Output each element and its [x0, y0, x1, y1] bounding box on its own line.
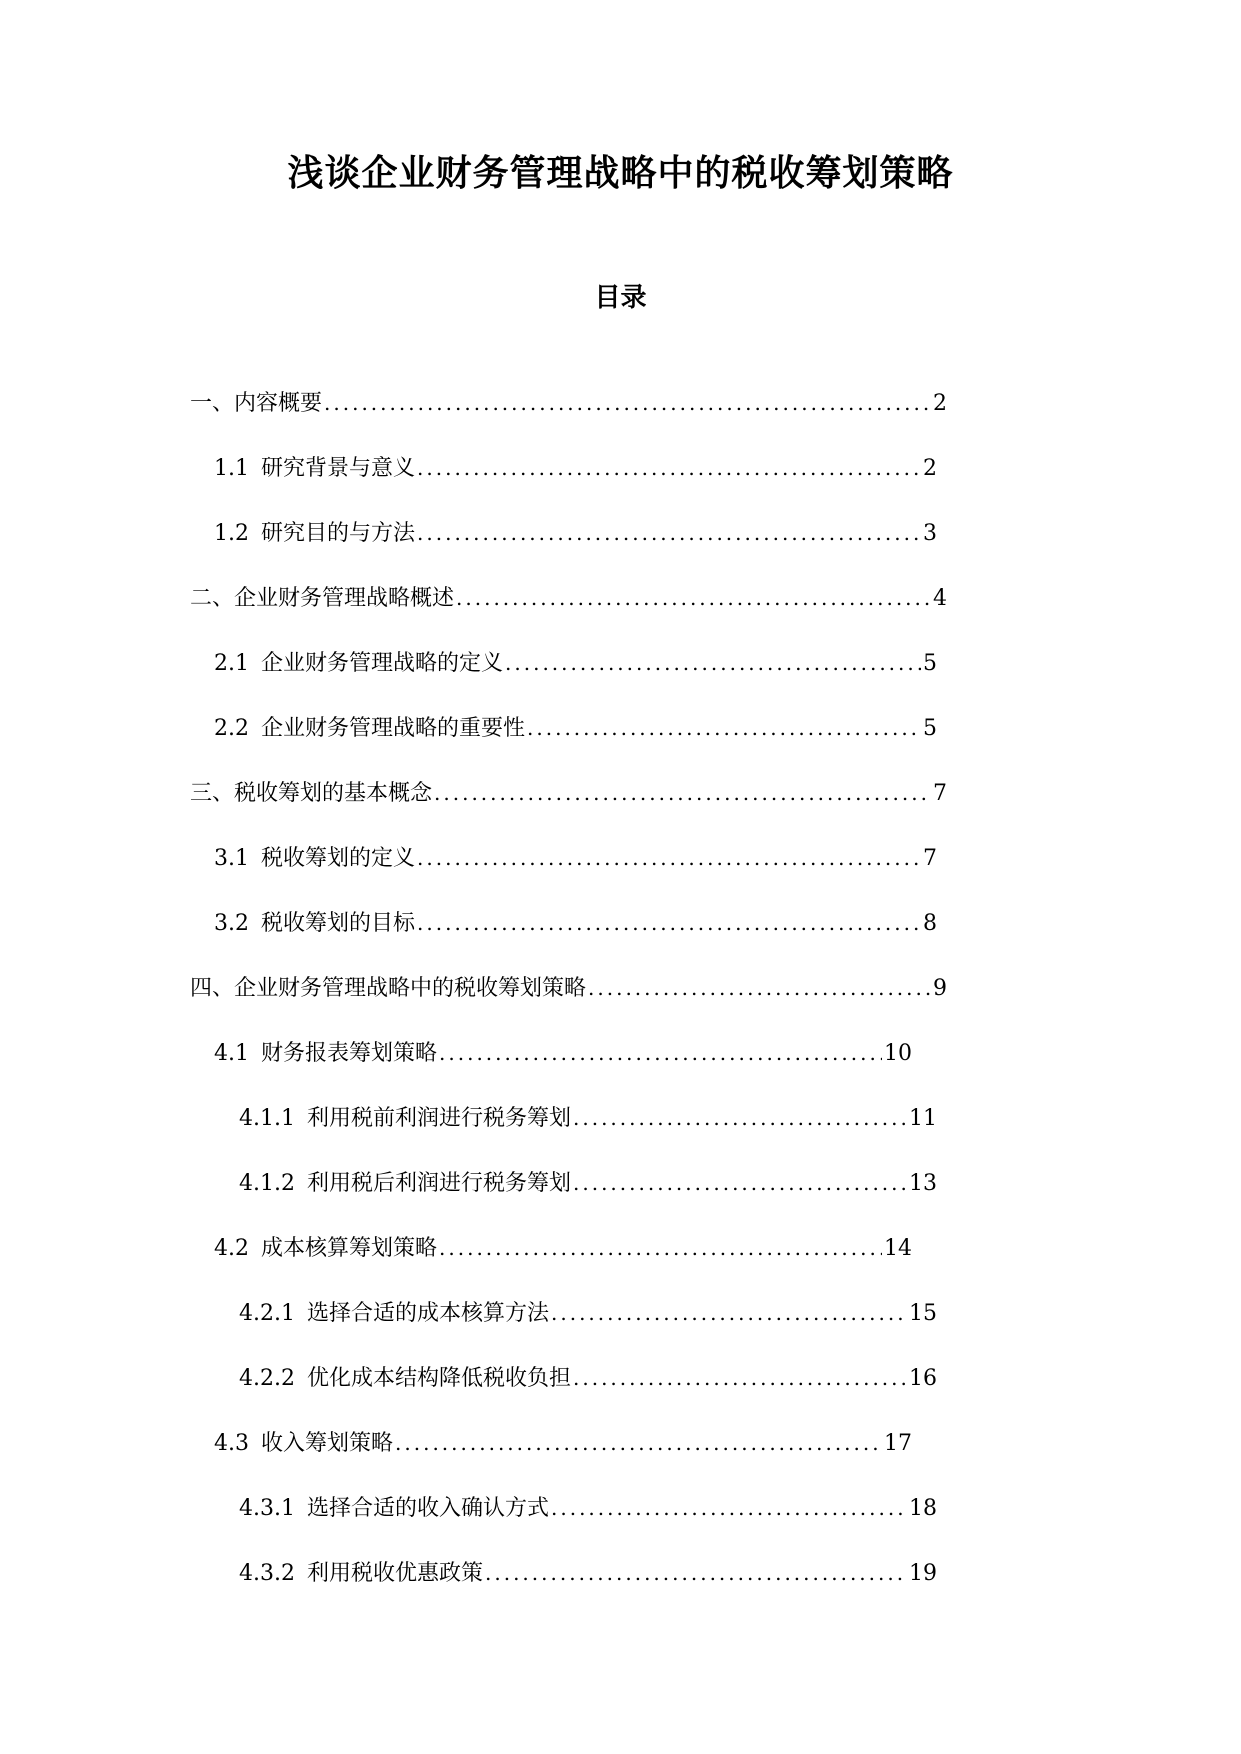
toc-entry-title: 收入筹划策略 [261, 1431, 394, 1456]
toc-entry-title: 税收筹划的定义 [261, 846, 416, 871]
toc-entry-title: 研究目的与方法 [261, 521, 416, 546]
toc-page-number: 3 [923, 521, 937, 546]
toc-leader-dots [483, 1555, 907, 1591]
toc-entry[interactable] [214, 1230, 912, 1266]
toc-entry-title: 一、内容概要 [190, 391, 323, 416]
toc-page-number: 16 [909, 1366, 937, 1391]
toc-page-number: 10 [884, 1041, 912, 1066]
toc-page-number: 2 [933, 391, 947, 416]
toc-leader-dots [503, 645, 921, 681]
toc-section-number: 4.1.2 [239, 1171, 295, 1196]
toc-leader-dots [322, 385, 931, 421]
toc-entry[interactable] [214, 515, 937, 551]
toc-entry[interactable] [190, 385, 947, 421]
toc-entry[interactable] [190, 775, 947, 811]
toc-page-number: 8 [923, 911, 937, 936]
toc-entry[interactable] [239, 1555, 937, 1591]
toc-section-number: 4.1 [214, 1041, 249, 1066]
toc-leader-dots [432, 775, 931, 811]
document-title: 浅谈企业财务管理战略中的税收筹划策略 [287, 152, 954, 194]
toc-leader-dots [571, 1100, 907, 1136]
toc-leader-dots [549, 1490, 907, 1526]
toc-leader-dots [571, 1165, 907, 1201]
toc-section-number: 1.1 [214, 456, 249, 481]
toc-entry[interactable] [214, 840, 937, 876]
toc-leader-dots [393, 1425, 882, 1461]
toc-leader-dots [415, 905, 921, 941]
toc-entry[interactable] [190, 580, 947, 616]
toc-page-number: 7 [923, 846, 937, 871]
toc-entry[interactable] [214, 1035, 912, 1071]
toc-section-number: 2.1 [214, 651, 249, 676]
toc-page-number: 18 [909, 1496, 937, 1521]
toc-leader-dots [454, 580, 931, 616]
toc-entry-title: 优化成本结构降低税收负担 [306, 1366, 571, 1391]
toc-leader-dots [571, 1360, 907, 1396]
toc-leader-dots [437, 1230, 882, 1266]
toc-entry-title: 利用税前利润进行税务筹划 [306, 1106, 571, 1131]
toc-section-number: 4.1.1 [239, 1106, 295, 1131]
toc-entry-title: 利用税收优惠政策 [306, 1561, 483, 1586]
toc-page-number: 7 [933, 781, 947, 806]
toc-page-number: 15 [909, 1301, 937, 1326]
toc-entry-title: 财务报表筹划策略 [261, 1041, 438, 1066]
toc-leader-dots [525, 710, 921, 746]
toc-section-number: 4.2.2 [239, 1366, 295, 1391]
toc-page-number: 13 [909, 1171, 937, 1196]
toc-section-number: 3.1 [214, 846, 249, 871]
toc-section-number: 4.3 [214, 1431, 249, 1456]
toc-section-number: 4.3.2 [239, 1561, 295, 1586]
toc-leader-dots [415, 840, 921, 876]
toc-heading: 目录 [594, 283, 647, 313]
toc-leader-dots [549, 1295, 907, 1331]
toc-page-number: 4 [933, 586, 947, 611]
toc-section-number: 4.2 [214, 1236, 249, 1261]
toc-leader-dots [415, 515, 921, 551]
toc-page-number: 5 [923, 716, 937, 741]
toc-entry-title: 成本核算筹划策略 [261, 1236, 438, 1261]
toc-leader-dots [415, 450, 921, 486]
toc-page-number: 14 [884, 1236, 912, 1261]
toc-entry[interactable] [214, 1425, 912, 1461]
toc-page-number: 17 [884, 1431, 912, 1456]
toc-entry-title: 企业财务管理战略的重要性 [261, 716, 526, 741]
toc-entry-title: 四、企业财务管理战略中的税收筹划策略 [190, 976, 587, 1001]
toc-page-number: 9 [933, 976, 947, 1001]
toc-leader-dots [586, 970, 931, 1006]
toc-page-number: 5 [923, 651, 937, 676]
toc-entry[interactable] [214, 710, 937, 746]
toc-section-number: 4.2.1 [239, 1301, 295, 1326]
toc-page-number: 19 [909, 1561, 937, 1586]
toc-section-number: 4.3.1 [239, 1496, 295, 1521]
toc-section-number: 2.2 [214, 716, 249, 741]
toc-entry[interactable] [214, 905, 937, 941]
toc-entry[interactable] [239, 1165, 937, 1201]
toc-entry-title: 税收筹划的目标 [261, 911, 416, 936]
toc-entry[interactable] [239, 1295, 937, 1331]
toc-entry[interactable] [239, 1490, 937, 1526]
toc-page-number: 2 [923, 456, 937, 481]
toc-entry-title: 选择合适的成本核算方法 [306, 1301, 549, 1326]
toc-entry-title: 选择合适的收入确认方式 [306, 1496, 549, 1521]
toc-section-number: 1.2 [214, 521, 249, 546]
toc-entry-title: 研究背景与意义 [261, 456, 416, 481]
toc-entry[interactable] [239, 1100, 937, 1136]
toc-entry[interactable] [239, 1360, 937, 1396]
toc-entry[interactable] [214, 645, 937, 681]
toc-entry[interactable] [214, 450, 937, 486]
toc-leader-dots [437, 1035, 882, 1071]
toc-entry-title: 企业财务管理战略的定义 [261, 651, 504, 676]
toc-entry[interactable] [190, 970, 947, 1006]
toc-entry-title: 利用税后利润进行税务筹划 [306, 1171, 571, 1196]
toc-section-number: 3.2 [214, 911, 249, 936]
toc-entry-title: 二、企业财务管理战略概述 [190, 586, 455, 611]
toc-page-number: 11 [909, 1106, 937, 1131]
toc-entry-title: 三、税收筹划的基本概念 [190, 781, 433, 806]
